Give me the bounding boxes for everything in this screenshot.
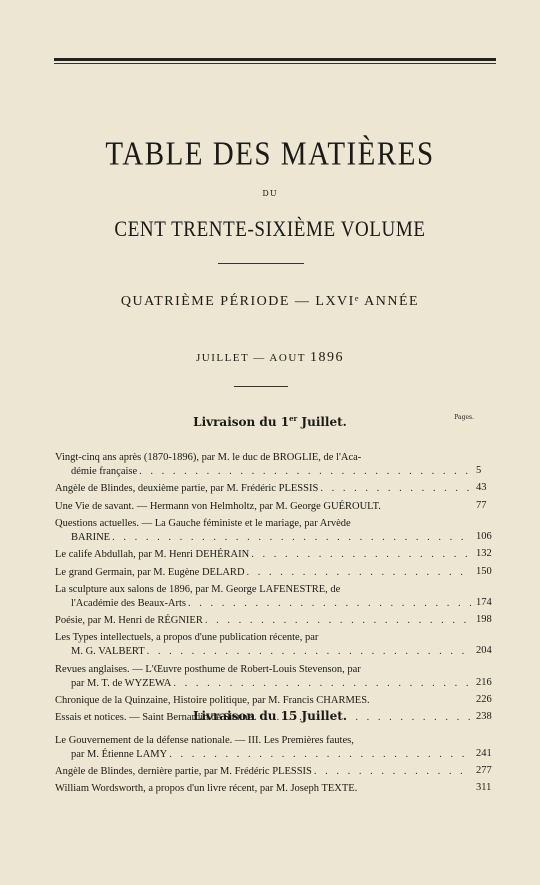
section-label: Livraison du 1 (193, 415, 290, 429)
page-number: 174 (476, 596, 492, 608)
entry-title-line: par M. T. de WYZEWA (71, 677, 172, 689)
leader-dots (173, 677, 471, 691)
toc-entry[interactable] (55, 451, 473, 479)
toc-entry[interactable] (55, 548, 473, 562)
entry-title-line: Angèle de Blindes, dernière partie, par M. Frédéric PLESSIS (55, 766, 312, 777)
leader-dots (147, 645, 471, 659)
leader-dots (169, 748, 471, 762)
entry-title-line: Les Types intellectuels, a propos d'une publication récente, par (55, 632, 319, 644)
page-number: 198 (476, 614, 492, 626)
toc-entry[interactable] (55, 765, 473, 779)
toc-entry[interactable] (55, 482, 473, 496)
entry-title-line: démie française (71, 466, 138, 477)
leader-dots (205, 614, 471, 628)
toc-entry[interactable] (55, 500, 473, 514)
page-number: 150 (476, 565, 492, 577)
leader-dots (188, 597, 471, 611)
entry-title-line: Chronique de la Quinzaine, Histoire politique, par M. Francis CHARMES. (55, 695, 370, 706)
leader-dots (139, 465, 471, 479)
page-number: 106 (476, 530, 492, 542)
entry-title-line: l'Académie des Beaux-Arts (71, 597, 187, 609)
volume-subtitle: CENT TRENTE-SIXIÈME VOLUME (114, 217, 426, 242)
title-connector: DU (262, 189, 278, 198)
toc-entry[interactable] (55, 614, 473, 628)
entry-title-line: Une Vie de savant. — Hermann von Helmholtz, par M. George GUÉROULT. (55, 500, 381, 512)
entry-title-line: La sculpture aux salons de 1896, par M. George LAFENESTRE, de (55, 583, 341, 595)
toc-entry[interactable] (55, 517, 473, 545)
leader-dots (314, 765, 471, 779)
page-number: 216 (476, 676, 492, 688)
top-rule-thin (54, 63, 496, 64)
top-rule (54, 58, 496, 61)
page-number: 77 (476, 499, 487, 511)
page-number: 277 (476, 765, 492, 776)
page-title: TABLE DES MATIÈRES (105, 135, 435, 173)
page-number: 204 (476, 645, 492, 657)
entry-title-line: Angèle de Blindes, deuxième partie, par M. Frédéric PLESSIS (55, 483, 319, 495)
leader-dots (320, 482, 471, 496)
toc-entry[interactable] (55, 734, 473, 762)
toc-entry[interactable] (55, 663, 473, 691)
divider (218, 263, 304, 264)
section-sup: er (289, 414, 298, 423)
entry-title-line: BARINE (71, 531, 111, 543)
leader-dots (247, 566, 471, 580)
entry-title-line: Le Gouvernement de la défense nationale. — III. Les Premières fautes, (55, 735, 354, 746)
page-number: 5 (476, 465, 482, 476)
entry-title-line: par M. Étienne LAMY (71, 749, 168, 760)
entry-title-line: Essais et notices. — Saint Bernardin de Sienne (55, 712, 253, 724)
dates-line (0, 350, 540, 366)
dates-text: JUILLET — AOUT (195, 352, 306, 364)
toc-entry[interactable] (55, 583, 473, 611)
entry-title-line: Revues anglaises. — L'Œuvre posthume de Robert-Louis Stevenson, par (55, 663, 361, 675)
page-number: 238 (476, 711, 492, 723)
toc-entry[interactable] (55, 694, 473, 708)
page-number: 132 (476, 548, 492, 560)
entry-title-line: Le calife Abdullah, par M. Henri DEHÉRAIN (55, 549, 250, 561)
toc-entry[interactable] (55, 566, 473, 580)
page-number: 311 (476, 782, 492, 793)
entry-title-line: William Wordsworth, a propos d'un livre récent, par M. Joseph TEXTE. (55, 783, 358, 794)
page-number: 43 (476, 482, 487, 494)
leader-dots (251, 548, 471, 562)
period-line: QUATRIÈME PÉRIODE — LXVIᵉ ANNÉE (120, 294, 420, 309)
entry-title-line: Le grand Germain, par M. Eugène DELARD (55, 566, 245, 578)
entry-title-line: Vingt-cinq ans après (1870-1896), par M. le duc de BROGLIE, de l'Aca- (55, 452, 362, 463)
toc-entry[interactable] (55, 631, 473, 659)
section-heading-2: Livraison du 15 Juillet. (193, 709, 347, 723)
leader-dots (112, 531, 471, 545)
pages-column-header: Pages. (454, 414, 474, 421)
page-number: 241 (476, 748, 492, 759)
entry-title-line: Questions actuelles. — La Gauche féministe et le mariage, par Arvède (55, 517, 351, 529)
divider (234, 386, 288, 387)
entry-title-line: Poésie, par M. Henri de RÉGNIER (55, 615, 203, 627)
page-number: 226 (476, 694, 492, 705)
entry-title-line: M. G. VALBERT (71, 646, 145, 658)
toc-entry[interactable] (55, 782, 473, 796)
section-label-rest: Juillet. (297, 415, 347, 429)
dates-year: 1896 (310, 350, 345, 365)
